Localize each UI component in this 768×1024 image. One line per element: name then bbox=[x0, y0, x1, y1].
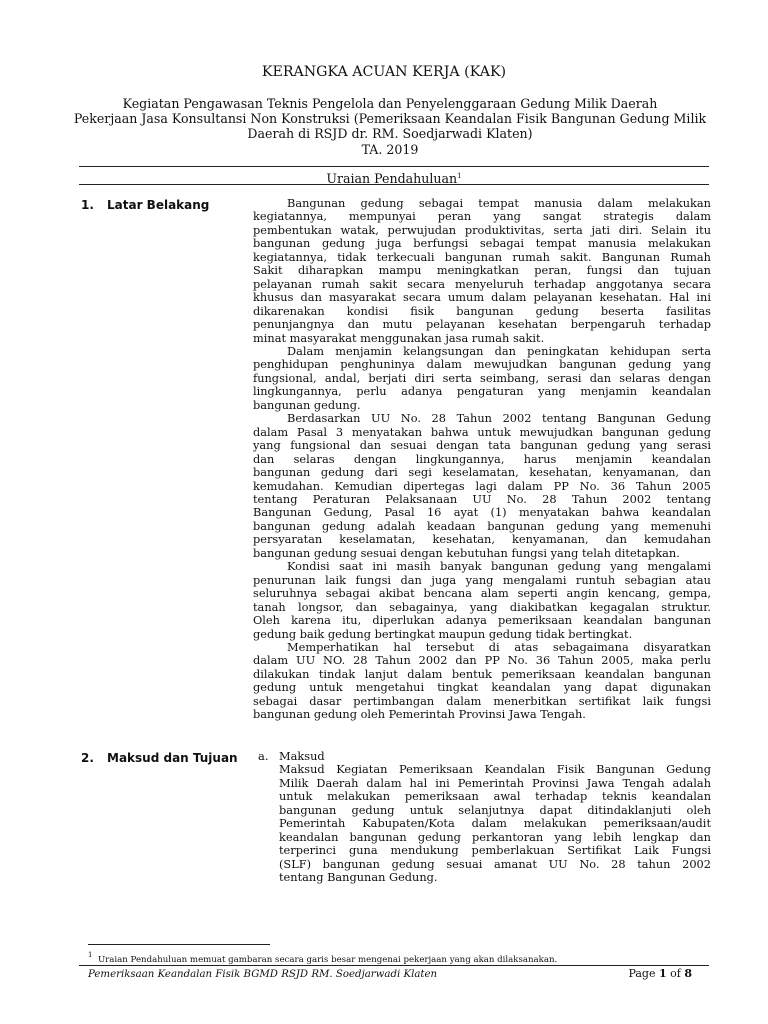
footnote-separator bbox=[88, 944, 270, 945]
body-text-line: bangunan gedung sesuai dengan kebutuhan fungsi yang telah ditetapkan. bbox=[253, 545, 680, 560]
body-text-line: penunjangnya dan mutu pelayanan kesehatan berpengaruh terhadap bbox=[253, 317, 711, 332]
section-title-latar-belakang: Latar Belakang bbox=[107, 198, 210, 212]
footnote-ref: 1 bbox=[457, 172, 462, 180]
body-text-line: lingkungannya, perlu adanya pengaturan yang menjamin keandalan bbox=[253, 384, 711, 399]
body-text-line: Maksud Kegiatan Pemeriksaan Keandalan Fisik Bangunan Gedung bbox=[279, 762, 711, 777]
latar-belakang-body bbox=[253, 197, 711, 722]
body-text-line: terperinci guna mendukung pemberlakuan Sertifikat Laik Fungsi bbox=[279, 843, 711, 858]
body-text-line: dalam UU NO. 28 Tahun 2002 dan PP No. 36 Tahun 2005, maka perlu bbox=[253, 653, 711, 668]
body-text-line: penurunan laik fungsi dan juga yang mengalami runtuh sebagian atau bbox=[253, 572, 711, 587]
page-number bbox=[560, 968, 692, 980]
footer-document-name: Pemeriksaan Keandalan Fisik BGMD RSJD RM. Soedjarwadi Klaten bbox=[88, 969, 438, 980]
body-text-line: pembentukan watak, perwujudan produktivitas, serta jati diri. Selain itu bbox=[253, 222, 711, 237]
maksud-body bbox=[279, 750, 711, 885]
subsection-letter: a. bbox=[258, 749, 269, 763]
body-text-line: tanah longsor, dan sebagainya, yang diakibatkan kegagalan struktur. bbox=[253, 599, 711, 614]
footnote bbox=[88, 950, 708, 966]
body-text-line: keandalan bangunan gedung perkantoran yang lebih lengkap dan bbox=[279, 829, 711, 844]
body-text-line: khusus dan masyarakat secara umum dalam pelayanan kesehatan. Hal ini bbox=[253, 290, 711, 305]
body-text-line: dan selaras dengan lingkungannya, harus menjamin keandalan bbox=[253, 451, 711, 466]
section-header-label: Uraian Pendahuluan bbox=[326, 171, 458, 186]
section-header-bottom-rule bbox=[79, 184, 709, 185]
body-text-line: (SLF) bangunan gedung sesuai amanat UU No. 28 tahun 2002 bbox=[279, 856, 711, 871]
body-text-line: kegiatannya, mempunyai peran yang sangat strategis dalam bbox=[253, 209, 711, 224]
body-text-line: fungsional, andal, berjati diri serta seimbang, serasi dan selaras dengan bbox=[253, 370, 711, 385]
body-text-line: tentang Bangunan Gedung. bbox=[279, 870, 438, 885]
body-text-line: Bangunan Gedung, Pasal 16 ayat (1) menyatakan bahwa keandalan bbox=[253, 505, 711, 520]
page-current: 1 bbox=[658, 967, 667, 980]
footer-rule bbox=[79, 965, 709, 966]
body-text-line: dalam Pasal 3 menyatakan bahwa untuk mewujudkan bangunan gedung bbox=[253, 424, 711, 439]
body-text-line: penghidupan penghuninya dalam mewujudkan bangunan gedung yang bbox=[253, 357, 711, 372]
body-text-line: kegiatannya, tidak terkecuali bangunan rumah sakit. Bangunan Rumah bbox=[253, 249, 711, 264]
body-text-line: bangunan gedung juga berfungsi sebagai tempat manusia melakukan bbox=[253, 236, 711, 251]
body-text-line: Berdasarkan UU No. 28 Tahun 2002 tentang Bangunan Gedung bbox=[287, 411, 711, 426]
body-text-line: bangunan gedung adalah keadaan bangunan gedung yang memenuhi bbox=[253, 518, 711, 533]
body-text-line: gedung untuk mengetahui tingkat keandalan yang dapat digunakan bbox=[253, 680, 711, 695]
subsection-heading: Maksud bbox=[279, 749, 325, 763]
body-text-line: Pemerintah Kabupaten/Kota dalam melakukan pemeriksaan/audit bbox=[279, 816, 711, 831]
body-text-line: bangunan gedung oleh Pemerintah Provinsi Jawa Tengah. bbox=[253, 707, 586, 722]
body-text-line: tentang Peraturan Pelaksanaan UU No. 28 Tahun 2002 tentang bbox=[253, 491, 711, 506]
body-text-line: kemudahan. Kemudian dipertegas lagi dalam PP No. 36 Tahun 2005 bbox=[253, 478, 711, 493]
body-text-line: Sakit diharapkan mampu meningkatkan peran, fungsi dan tujuan bbox=[253, 263, 711, 278]
body-text-line: pelayanan rumah sakit secara menyeluruh terhadap anggotanya secara bbox=[253, 276, 711, 291]
body-text-line: Milik Daerah dalam hal ini Pemerintah Provinsi Jawa Tengah adalah bbox=[279, 775, 711, 790]
body-text-line: Dalam menjamin kelangsungan dan peningkatan kehidupan serta bbox=[287, 343, 711, 358]
page-label: Page bbox=[628, 967, 656, 980]
body-text-line: gedung baik gedung bertingkat maupun gedung tidak bertingkat. bbox=[253, 626, 633, 641]
body-text-line: dikarenakan kondisi fisik bangunan gedung beserta fasilitas bbox=[253, 303, 711, 318]
page-total: 8 bbox=[684, 967, 692, 980]
section-number: 2. bbox=[81, 751, 94, 765]
body-text-line: untuk melakukan pemeriksaan awal terhadap teknis keandalan bbox=[279, 789, 711, 804]
footnote-number: 1 bbox=[88, 951, 93, 959]
body-text-line: persyaratan keselamatan, kesehatan, kenyamanan, dan kemudahan bbox=[253, 532, 711, 547]
document-subtitle bbox=[70, 96, 710, 157]
body-text-line: Memperhatikan hal tersebut di atas sebagaimana disyaratkan bbox=[287, 639, 711, 654]
footnote-text: Uraian Pendahuluan memuat gambaran secara garis besar mengenai pekerjaan yang akan dilaksanakan. bbox=[97, 955, 558, 965]
body-text-line: bangunan gedung untuk selanjutnya dapat ditindaklanjuti oleh bbox=[279, 802, 711, 817]
subtitle-line: Kegiatan Pengawasan Teknis Pengelola dan Penyelenggaraan Gedung Milik Daerah bbox=[122, 96, 658, 111]
body-text-line: seluruhnya sebagai akibat bencana alam seperti angin kencang, gempa, bbox=[253, 586, 711, 601]
body-text-line: bangunan gedung. bbox=[253, 397, 361, 412]
body-text-line: bangunan gedung dari segi keselamatan, kesehatan, kenyamanan, dan bbox=[253, 465, 711, 480]
subtitle-line: Daerah di RSJD dr. RM. Soedjarwadi Klaten) bbox=[247, 126, 533, 142]
section-title-maksud-dan-tujuan: Maksud dan Tujuan bbox=[107, 751, 238, 765]
body-text-line: dilakukan tindak lanjut dalam bentuk pemeriksaan keandalan bangunan bbox=[253, 666, 711, 681]
body-text-line: Bangunan gedung sebagai tempat manusia dalam melakukan bbox=[287, 196, 711, 210]
body-text-line: sebagai dasar pertimbangan dalam menerbitkan sertifikat laik fungsi bbox=[253, 693, 711, 708]
section-header-top-rule bbox=[79, 166, 709, 167]
body-text-line: Oleh karena itu, diperlukan adanya pemeriksaan keandalan bangunan bbox=[253, 613, 711, 628]
section-number: 1. bbox=[81, 198, 94, 212]
document-title: KERANGKA ACUAN KERJA (KAK) bbox=[261, 64, 507, 80]
subtitle-line: Pekerjaan Jasa Konsultansi Non Konstruksi (Pemeriksaan Keandalan Fisik Bangunan Gedung Milik bbox=[73, 111, 707, 127]
page-of-label: of bbox=[670, 967, 681, 980]
subtitle-line: TA. 2019 bbox=[361, 141, 419, 157]
body-text-line: yang fungsional dan sesuai dengan tata bangunan gedung yang serasi bbox=[253, 438, 711, 453]
body-text-line: minat masyarakat menggunakan jasa rumah sakit. bbox=[253, 330, 545, 345]
body-text-line: Kondisi saat ini masih banyak bangunan gedung yang mengalami bbox=[287, 559, 711, 574]
